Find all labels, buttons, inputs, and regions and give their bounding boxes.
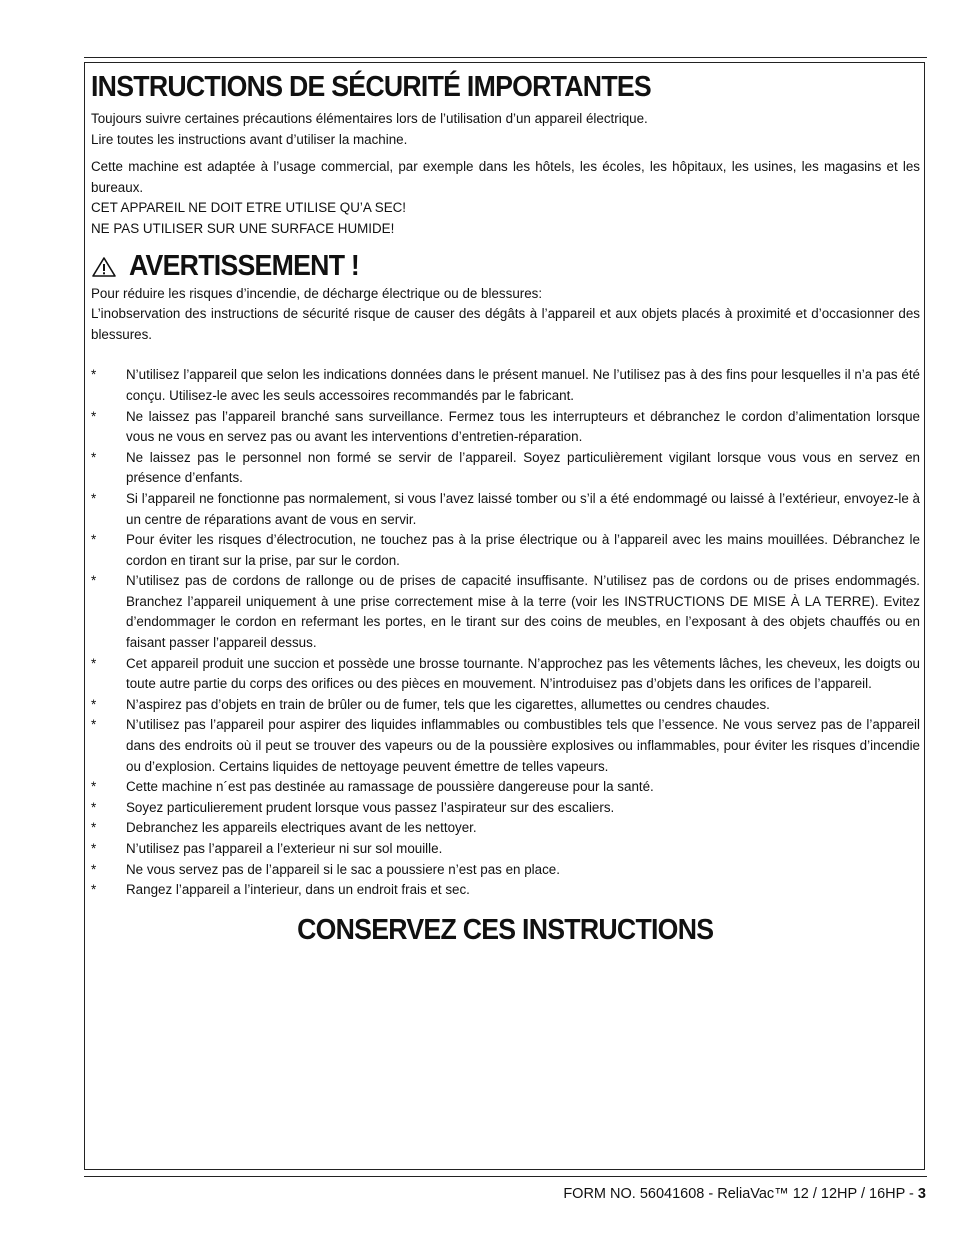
caps-warning-2: NE PAS UTILISER SUR UNE SURFACE HUMIDE! bbox=[91, 220, 395, 236]
list-item-text: Ne laissez pas le personnel non formé se servir de l’appareil. Soyez particulièrement vigilant lorsque vous vous en servez en présence d’enfants. bbox=[126, 449, 920, 486]
bullet-marker: * bbox=[91, 490, 97, 506]
bullet-marker: * bbox=[91, 882, 97, 898]
list-item-text: Ne laissez pas l’appareil branché sans surveillance. Fermez tous les interrupteurs et débranchez le cordon d’alimentation lorsque vous ne vous en servez pas ou avant les interventions d’entretien-réparation. bbox=[126, 408, 920, 445]
list-item bbox=[91, 777, 920, 798]
list-item bbox=[91, 798, 920, 819]
list-item-text: Rangez l’appareil a l’interieur, dans un endroit frais et sec. bbox=[126, 882, 470, 898]
list-item bbox=[91, 880, 920, 901]
page-title: INSTRUCTIONS DE SÉCURITÉ IMPORTANTES bbox=[91, 71, 652, 103]
warning-triangle-icon bbox=[91, 256, 117, 278]
list-item-text: Cet appareil produit une succion et possède une brosse tournante. N’approchez pas les vêtements lâches, les cheveux, les doigts ou toute autre partie du corps des orifices ou des pièces en mouvement. N’introduisez pas d’objets dans les orifices de l’appareil. bbox=[126, 655, 920, 692]
bottom-rule bbox=[84, 1176, 927, 1177]
bullet-marker: * bbox=[91, 573, 97, 589]
list-item bbox=[91, 818, 920, 839]
intro-line-1: Toujours suivre certaines précautions élémentaires lors de l’utilisation d’un appareil électrique. bbox=[91, 111, 648, 126]
list-item-text: Si l’appareil ne fonctionne pas normalement, si vous l’avez laissé tomber ou s’il a été endommagé ou laissé à l’extérieur, envoyez-le à un centre de réparations avant de vous en servir. bbox=[126, 490, 920, 527]
list-item bbox=[91, 860, 920, 881]
list-item-text: N’aspirez pas d’objets en train de brûler ou de fumer, tels que les cigarettes, allumettes ou cendres chaudes. bbox=[126, 696, 770, 712]
list-item-text: Ne vous servez pas de l’appareil si le sac a poussiere n’est pas en place. bbox=[126, 861, 560, 877]
list-item bbox=[91, 695, 920, 716]
top-rule bbox=[84, 57, 927, 58]
bullet-marker: * bbox=[91, 655, 97, 671]
usage-paragraph: Cette machine est adaptée à l’usage commercial, par exemple dans les hôtels, les écoles, les hôpitaux, les usines, les magasins et les bureaux. bbox=[91, 159, 920, 195]
warning-line-2: L’inobservation des instructions de sécurité risque de causer des dégâts à l’appareil et aux objets placés à proximité et d’occasionner des blessures. bbox=[91, 306, 920, 342]
list-item-text: N’utilisez pas l’appareil a l’exterieur ni sur sol mouille. bbox=[126, 841, 443, 856]
list-item bbox=[91, 571, 920, 653]
list-item-text: Cette machine n´est pas destinée au ramassage de poussière dangereuse pour la santé. bbox=[126, 779, 654, 795]
footer-text: FORM NO. 56041608 - ReliaVac™ 12 / 12HP / 16HP - bbox=[563, 1186, 918, 1202]
bullet-marker: * bbox=[91, 532, 97, 548]
warning-title: AVERTISSEMENT ! bbox=[129, 250, 360, 283]
list-item-text: Soyez particulierement prudent lorsque vous passez l’aspirateur sur des escaliers. bbox=[126, 799, 615, 815]
bullet-marker: * bbox=[91, 820, 97, 836]
list-item bbox=[91, 530, 920, 571]
bullet-marker: * bbox=[91, 449, 97, 465]
warning-line-1: Pour réduire les risques d’incendie, de décharge électrique ou de blessures: bbox=[91, 285, 543, 301]
list-item bbox=[91, 407, 920, 448]
list-item-text: Pour éviter les risques d’électrocution, ne touchez pas à la prise électrique ou à l’appareil avec les mains mouillées. Débranchez le cordon en tirant sur la prise, par sur le cordon. bbox=[126, 532, 920, 568]
bullet-marker: * bbox=[91, 717, 97, 733]
page-number: 3 bbox=[917, 1186, 926, 1202]
bullet-marker: * bbox=[91, 799, 97, 815]
list-item bbox=[91, 715, 920, 777]
list-item-text: N’utilisez l’appareil que selon les indications données dans le présent manuel. Ne l’utilisez pas à des fins pour lesquelles il n’a pas été conçu. Utilisez-le avec les seuls accessoires recommandés par le fabricant. bbox=[126, 367, 920, 403]
list-item-text: Debranchez les appareils electriques avant de les nettoyer. bbox=[126, 820, 477, 836]
list-item-text: N’utilisez pas de cordons de rallonge ou de prises de capacité insuffisante. N’utilisez pas de cordons ou de prises endommagés. Branchez l’appareil uniquement à une prise correctement mise à la terre (voir les INSTRUCTIONS DE MISE À LA TERRE). Evitez d’endommager le cordon en refermant les portes, en le tirant sur des coins de meubles, en l’exposant à des objets chauffés ou en faisant passer l’appareil dessus. bbox=[126, 573, 920, 651]
page-footer bbox=[563, 1186, 926, 1202]
bullet-marker: * bbox=[91, 696, 97, 712]
caps-warning-1: CET APPAREIL NE DOIT ETRE UTILISE QU’A SEC! bbox=[91, 200, 407, 216]
list-item bbox=[91, 654, 920, 695]
list-item bbox=[91, 489, 920, 530]
closing-heading-text: CONSERVEZ CES INSTRUCTIONS bbox=[297, 913, 714, 946]
intro-line-2: Lire toutes les instructions avant d’utiliser la machine. bbox=[91, 131, 408, 147]
warning-heading bbox=[91, 250, 920, 284]
bullet-marker: * bbox=[91, 779, 97, 795]
page-content bbox=[91, 70, 920, 949]
list-item bbox=[91, 448, 920, 489]
bullet-marker: * bbox=[91, 841, 97, 856]
list-item bbox=[91, 365, 920, 406]
list-item-text: N’utilisez pas l’appareil pour aspirer des liquides inflammables ou combustibles tels que l’essence. Ne vous servez pas de l’appareil dans des endroits où il peut se trouver des vapeurs ou de la poussière explosives ou inflammables, pour éviter les risques d’incendie ou d’explosion. Certains liquides de nettoyage peuvent émettre de telles vapeurs. bbox=[126, 717, 920, 774]
list-item bbox=[91, 839, 920, 860]
bullet-marker: * bbox=[91, 408, 97, 424]
bullet-marker: * bbox=[91, 861, 97, 877]
closing-heading bbox=[91, 911, 920, 949]
safety-list bbox=[91, 365, 920, 900]
bullet-marker: * bbox=[91, 367, 97, 383]
